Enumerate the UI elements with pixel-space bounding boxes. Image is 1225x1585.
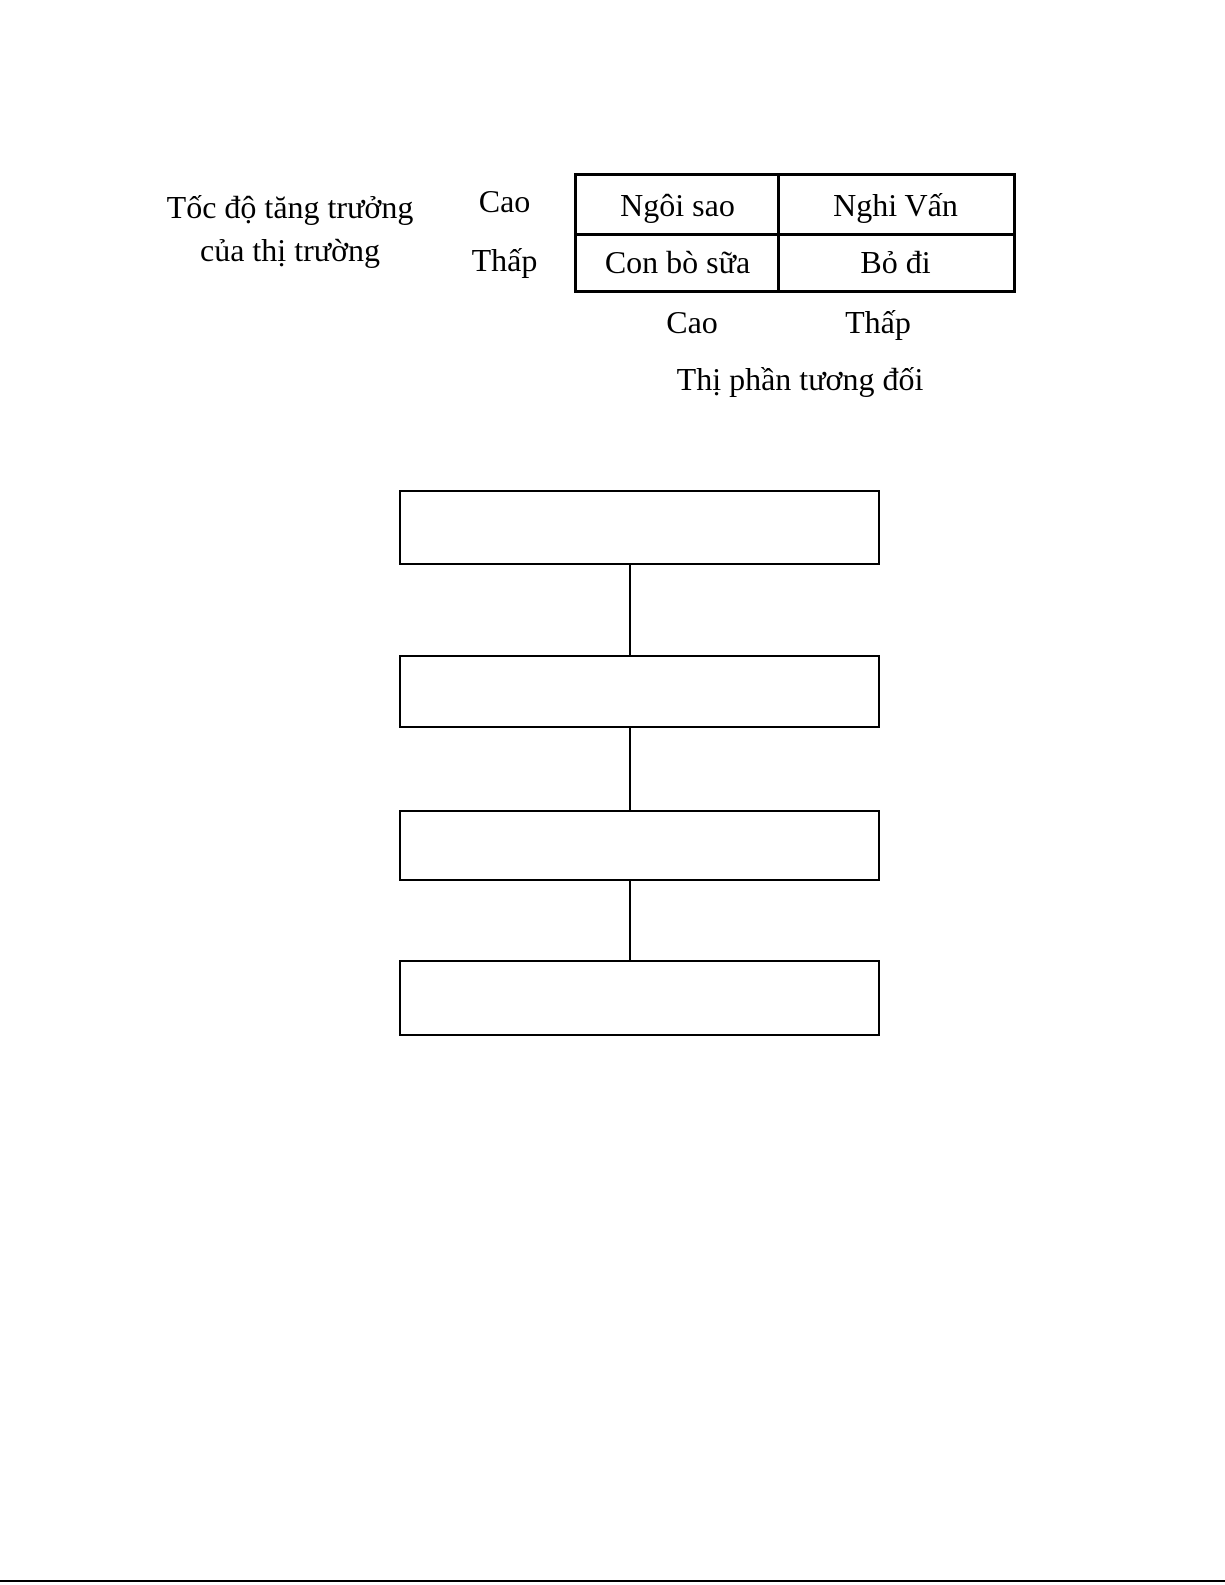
row-label-low: Thấp: [471, 242, 538, 278]
flow-box-4: [399, 960, 880, 1036]
connector-2: [629, 728, 631, 810]
flow-box-2: [399, 655, 880, 728]
page-bottom-rule: [0, 1580, 1225, 1582]
y-axis-title-line1: Tốc độ tăng trưởng: [166, 189, 414, 225]
column-label-low: Thấp: [845, 304, 911, 340]
x-axis-title: Thị phần tương đối: [676, 361, 924, 397]
row-label-high: Cao: [478, 183, 531, 219]
connector-1: [629, 565, 631, 655]
flow-box-1: [399, 490, 880, 565]
matrix-cell-stars: Ngôi sao: [620, 187, 735, 223]
matrix-cell-cash-cows: Con bò sữa: [604, 244, 751, 280]
y-axis-title: [150, 186, 430, 272]
matrix-cell-question-marks: Nghi Vấn: [833, 187, 958, 223]
y-axis-title-line2: của thị trường: [200, 232, 380, 268]
connector-3: [629, 881, 631, 960]
column-label-high: Cao: [666, 304, 718, 340]
matrix-cell-dogs: Bỏ đi: [860, 244, 931, 280]
flow-box-3: [399, 810, 880, 881]
matrix-grid: [574, 173, 1016, 293]
